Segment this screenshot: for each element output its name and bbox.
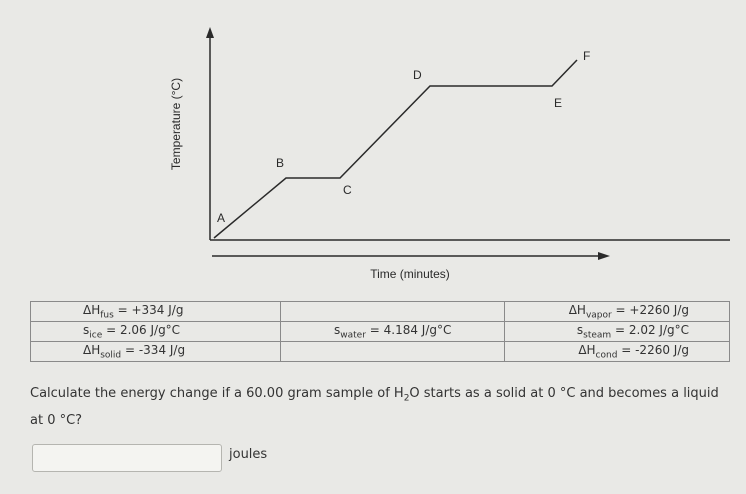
table-row [31,302,730,322]
s-ice: $s_{ice} = 2.06$ J/g°C [31,322,281,342]
answer-field-wrapper[interactable] [32,444,222,472]
table-row [31,342,730,362]
constants-table [30,301,730,362]
s-water: $s_{water} = 4.184$ J/g°C [281,322,505,342]
table-row [31,322,730,342]
point-label-a: A [217,211,226,225]
delta-h-solid: $\Delta H_{solid} = -334$ J/g [31,342,281,362]
x-axis-title: Time (minutes) [370,267,450,281]
y-axis-arrow [206,27,214,38]
delta-h-vapor: $\Delta H_{vapor} = +2260$ J/g [505,302,730,322]
point-label-d: D [413,68,422,82]
point-label-e: E [554,96,563,110]
y-axis-title: Temperature (°C) [169,77,183,171]
point-label-b: B [276,156,285,170]
s-steam: $s_{steam} = 2.02$ J/g°C [505,322,730,342]
heating-curve-line [214,60,577,238]
empty-cell [281,302,505,322]
question-text: Calculate the energy change if a 60.00 gram sample of $H_2O$ starts as a solid at 0 °C and becomes a liquid at 0 °C? [30,386,719,428]
empty-cell [281,342,505,362]
answer-units-label: joules [229,447,268,462]
delta-h-cond: $\Delta H_{cond} = -2260$ J/g [505,342,730,362]
delta-h-fus: $\Delta H_{fus} = +334$ J/g [31,302,281,322]
answer-input[interactable] [33,445,221,471]
time-arrow-head [598,252,610,260]
point-label-c: C [343,183,352,197]
point-label-f: F [583,49,591,63]
